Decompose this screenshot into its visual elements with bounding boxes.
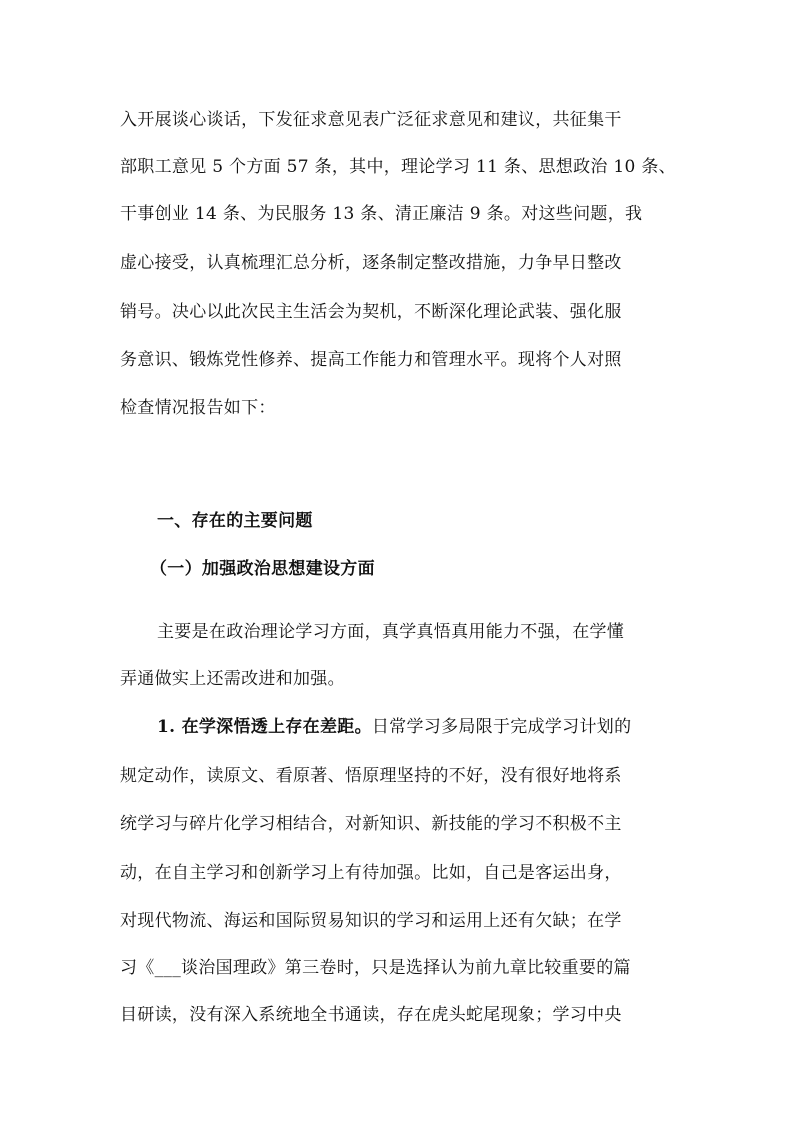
intro-line-6: 务意识、锻炼党性修养、提高工作能力和管理水平。现将个人对照 [120, 350, 622, 370]
intro-line-2: 部职工意见 5 个方面 57 条，其中，理论学习 11 条、思想政治 10 条、 [120, 157, 676, 177]
point1-first-rest: 日常学习多局限于完成学习计划的 [371, 717, 632, 737]
point1-line-5: 对现代物流、海运和国际贸易知识的学习和运用上还有欠缺；在学 [120, 911, 622, 931]
subsection-heading: （一）加强政治思想建设方面 [150, 559, 375, 579]
intro-line-5: 销号。决心以此次民主生活会为契机，不断深化理论武装、强化服 [120, 302, 622, 322]
intro-line-3: 干事创业 14 条、为民服务 13 条、清正廉洁 9 条。对这些问题，我 [120, 204, 643, 224]
point1-line-4: 动，在自主学习和创新学习上有待加强。比如，自己是客运出身， [120, 863, 622, 883]
point1-line-3: 统学习与碎片化学习相结合，对新知识、新技能的学习不积极不主 [120, 814, 622, 834]
point1-line-2: 规定动作，读原文、看原著、悟原理坚持的不好，没有很好地将系 [120, 766, 622, 786]
para1-line-1: 主要是在政治理论学习方面，真学真悟真用能力不强，在学懂 [157, 622, 625, 642]
point1-lead: 1. 在学深悟透上存在差距。 [157, 717, 372, 737]
intro-line-7: 检查情况报告如下： [120, 398, 276, 418]
intro-line-4: 虚心接受，认真梳理汇总分析，逐条制定整改措施，力争早日整改 [120, 253, 622, 273]
point1-line-7: 目研读，没有深入系统地全书通读，存在虎头蛇尾现象；学习中央 [120, 1005, 622, 1025]
section-heading: 一、存在的主要问题 [157, 511, 313, 531]
point1-line-6: 习《___谈治国理政》第三卷时，只是选择认为前九章比较重要的篇 [120, 958, 631, 978]
point1-first-line [157, 715, 631, 739]
intro-line-1: 入开展谈心谈话，下发征求意见表广泛征求意见和建议，共征集干 [120, 110, 622, 130]
para1-line-2: 弄通做实上还需改进和加强。 [120, 669, 345, 689]
